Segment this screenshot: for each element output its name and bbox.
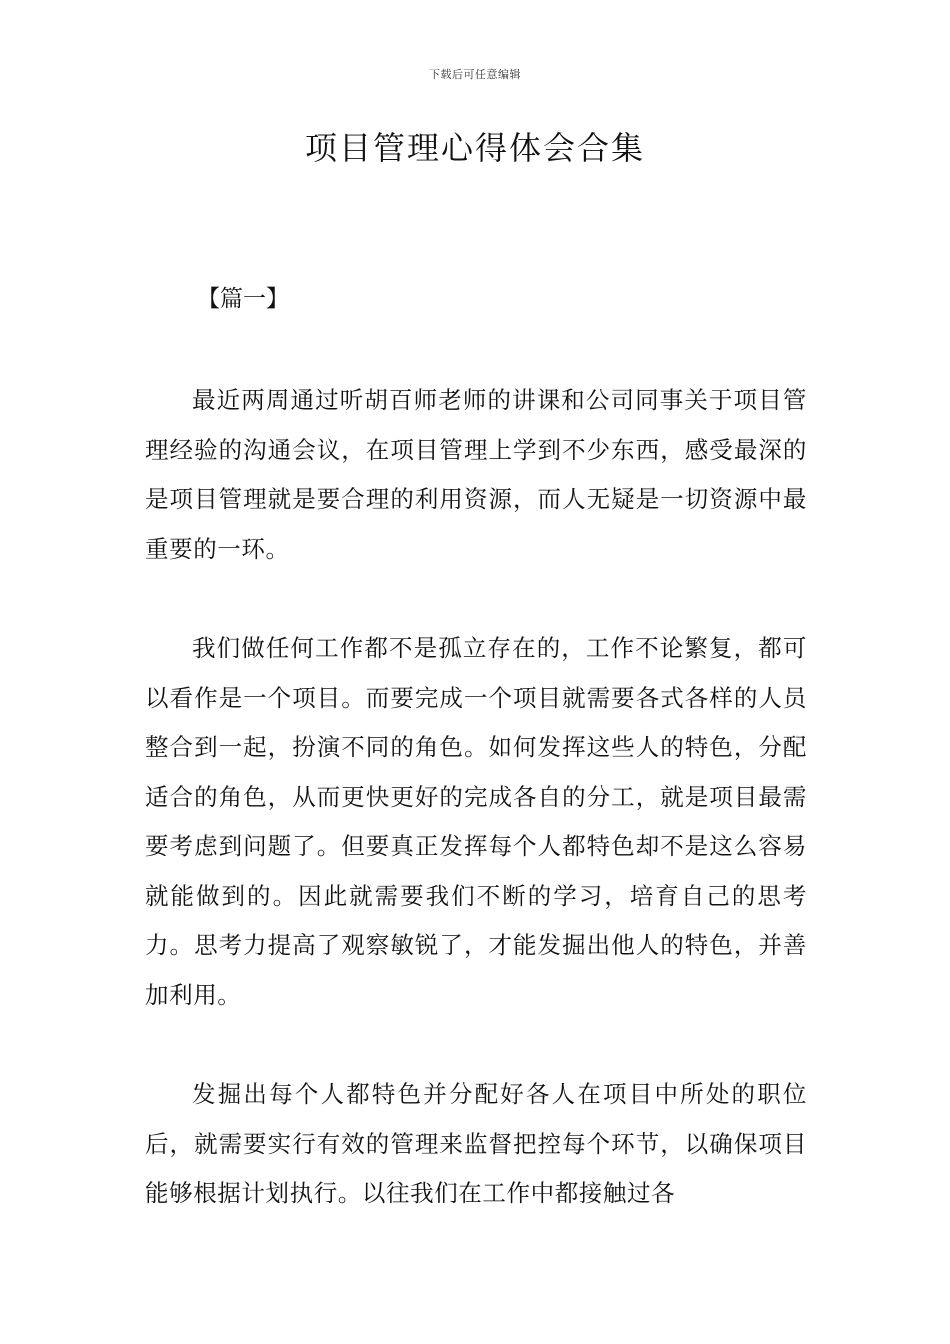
body-paragraph: 我们做任何工作都不是孤立存在的，工作不论繁复，都可以看作是一个项目。而要完成一个项目就需要各式各样的人员整合到一起，扮演不同的角色。如何发挥这些人的特色，分配适合的角色，从而更快更好的完成各自的分工，就是项目最需要考虑到问题了。但要真正发挥每个人都特色却不是这么容易就能做到的。因此就需要我们不断的学习，培育自己的思考力。思考力提高了观察敏锐了，才能发掘出他人的特色，并善加利用。 xyxy=(145,634,807,1009)
header-note: 下载后可任意编辑 xyxy=(429,68,521,81)
section-heading: 【篇一】 xyxy=(197,286,289,312)
body-paragraph: 发掘出每个人都特色并分配好各人在项目中所处的职位后，就需要实行有效的管理来监督把控每个环节，以确保项目能够根据计划执行。以往我们在工作中都接触过各 xyxy=(145,1080,807,1207)
page-title: 项目管理心得体会合集 xyxy=(304,129,645,167)
body-paragraph: 最近两周通过听胡百师老师的讲课和公司同事关于项目管理经验的沟通会议，在项目管理上学到不少东西，感受最深的是项目管理就是要合理的利用资源，而人无疑是一切资源中最重要的一环。 xyxy=(145,386,807,563)
